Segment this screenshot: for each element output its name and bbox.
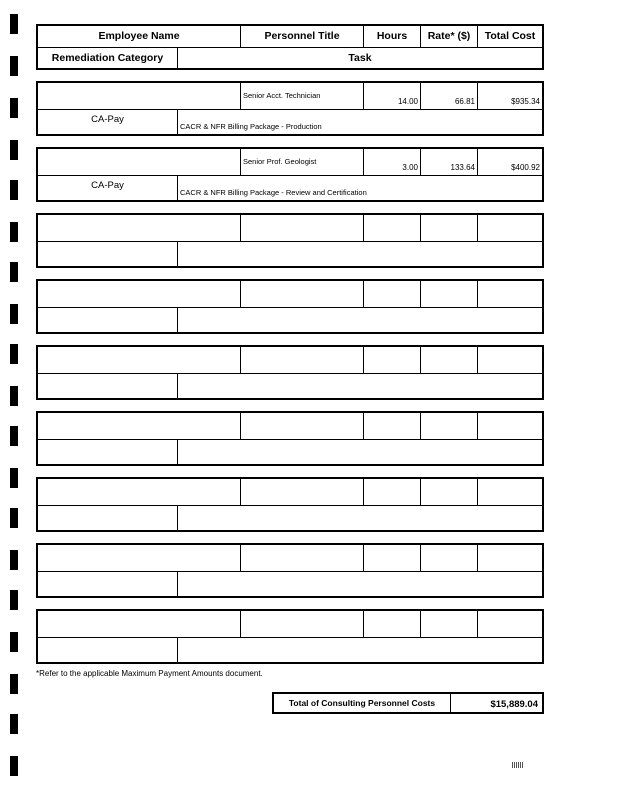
binder-punch-marks (0, 0, 30, 800)
employee-name-field[interactable] (38, 149, 240, 175)
total-cost-field[interactable]: $400.92 (477, 149, 542, 175)
entry-table (36, 477, 544, 532)
entry-table (36, 411, 544, 466)
remediation-category-field[interactable]: CA-Pay (91, 114, 124, 125)
remediation-category-field[interactable] (38, 638, 177, 662)
total-cost-field[interactable]: $935.34 (477, 83, 542, 109)
column-header-table (36, 24, 544, 70)
hours-field[interactable] (363, 545, 420, 571)
punch-mark (10, 756, 18, 776)
personnel-title-field[interactable] (240, 215, 363, 241)
remediation-category-field[interactable] (38, 506, 177, 530)
remediation-category-field[interactable] (38, 242, 177, 266)
total-box (272, 692, 544, 714)
punch-mark (10, 714, 18, 734)
hours-field[interactable]: 14.00 (363, 83, 420, 109)
punch-mark (10, 14, 18, 34)
header-personnel-title: Personnel Title (240, 26, 363, 47)
remediation-category-field[interactable] (38, 374, 177, 398)
rate-field[interactable]: 133.64 (420, 149, 477, 175)
header-remediation-category: Remediation Category (51, 52, 164, 64)
rate-field[interactable] (420, 281, 477, 307)
hours-field[interactable]: 3.00 (363, 149, 420, 175)
punch-mark (10, 98, 18, 118)
task-field[interactable] (177, 506, 542, 530)
task-field[interactable] (177, 638, 542, 662)
entry-table (36, 345, 544, 400)
header-task: Task (177, 48, 542, 68)
punch-mark (10, 222, 18, 242)
task-field[interactable] (177, 440, 542, 464)
remediation-category-field[interactable] (38, 572, 177, 596)
personnel-title-field[interactable] (240, 347, 363, 373)
header-employee-name: Employee Name (98, 30, 180, 42)
task-field[interactable] (177, 374, 542, 398)
personnel-title-field[interactable]: Senior Prof. Geologist (240, 149, 363, 175)
personnel-title-field[interactable] (240, 479, 363, 505)
entry-table (36, 543, 544, 598)
task-field[interactable] (177, 308, 542, 332)
punch-mark (10, 508, 18, 528)
employee-name-field[interactable] (38, 479, 240, 505)
total-cost-field[interactable] (477, 611, 542, 637)
total-value: $15,889.04 (490, 699, 538, 710)
header-hours: Hours (363, 26, 420, 47)
remediation-category-field[interactable] (38, 308, 177, 332)
punch-mark (10, 468, 18, 488)
total-cost-field[interactable] (477, 215, 542, 241)
rate-field[interactable] (420, 545, 477, 571)
task-field[interactable]: CACR & NFR Billing Package - Review and Certification (177, 176, 542, 200)
footnote: *Refer to the applicable Maximum Payment Amounts document. (36, 669, 263, 678)
total-cost-field[interactable] (477, 347, 542, 373)
employee-name-field[interactable] (38, 611, 240, 637)
punch-mark (10, 304, 18, 324)
hours-field[interactable] (363, 215, 420, 241)
punch-mark (10, 262, 18, 282)
employee-name-field[interactable] (38, 545, 240, 571)
punch-mark (10, 426, 18, 446)
punch-mark (10, 550, 18, 570)
punch-mark (10, 344, 18, 364)
header-total-cost: Total Cost (477, 26, 542, 47)
task-field[interactable]: CACR & NFR Billing Package - Production (177, 110, 542, 134)
hours-field[interactable] (363, 347, 420, 373)
remediation-category-field[interactable]: CA-Pay (91, 180, 124, 191)
rate-field[interactable] (420, 479, 477, 505)
employee-name-field[interactable] (38, 413, 240, 439)
entry-table (36, 279, 544, 334)
employee-name-field[interactable] (38, 281, 240, 307)
hours-field[interactable] (363, 413, 420, 439)
hours-field[interactable] (363, 281, 420, 307)
hours-field[interactable] (363, 479, 420, 505)
employee-name-field[interactable] (38, 83, 240, 109)
personnel-title-field[interactable] (240, 413, 363, 439)
remediation-category-field[interactable] (38, 440, 177, 464)
header-rate: Rate* ($) (420, 26, 477, 47)
punch-mark (10, 180, 18, 200)
punch-mark (10, 632, 18, 652)
punch-mark (10, 674, 18, 694)
hours-field[interactable] (363, 611, 420, 637)
personnel-title-field[interactable] (240, 281, 363, 307)
punch-mark (10, 386, 18, 406)
personnel-title-field[interactable] (240, 545, 363, 571)
entry-table (36, 213, 544, 268)
total-cost-field[interactable] (477, 479, 542, 505)
employee-name-field[interactable] (38, 215, 240, 241)
total-cost-field[interactable] (477, 281, 542, 307)
rate-field[interactable] (420, 611, 477, 637)
total-cost-field[interactable] (477, 413, 542, 439)
personnel-title-field[interactable] (240, 611, 363, 637)
rate-field[interactable]: 66.81 (420, 83, 477, 109)
rate-field[interactable] (420, 413, 477, 439)
punch-mark (10, 56, 18, 76)
employee-name-field[interactable] (38, 347, 240, 373)
task-field[interactable] (177, 572, 542, 596)
entry-table (36, 81, 544, 136)
punch-mark (10, 140, 18, 160)
total-cost-field[interactable] (477, 545, 542, 571)
entry-table (36, 147, 544, 202)
task-field[interactable] (177, 242, 542, 266)
total-label: Total of Consulting Personnel Costs (274, 694, 451, 712)
personnel-title-field[interactable]: Senior Acct. Technician (240, 83, 363, 109)
entry-table (36, 609, 544, 664)
rate-field[interactable] (420, 347, 477, 373)
page-stamp (512, 762, 524, 768)
punch-mark (10, 590, 18, 610)
rate-field[interactable] (420, 215, 477, 241)
